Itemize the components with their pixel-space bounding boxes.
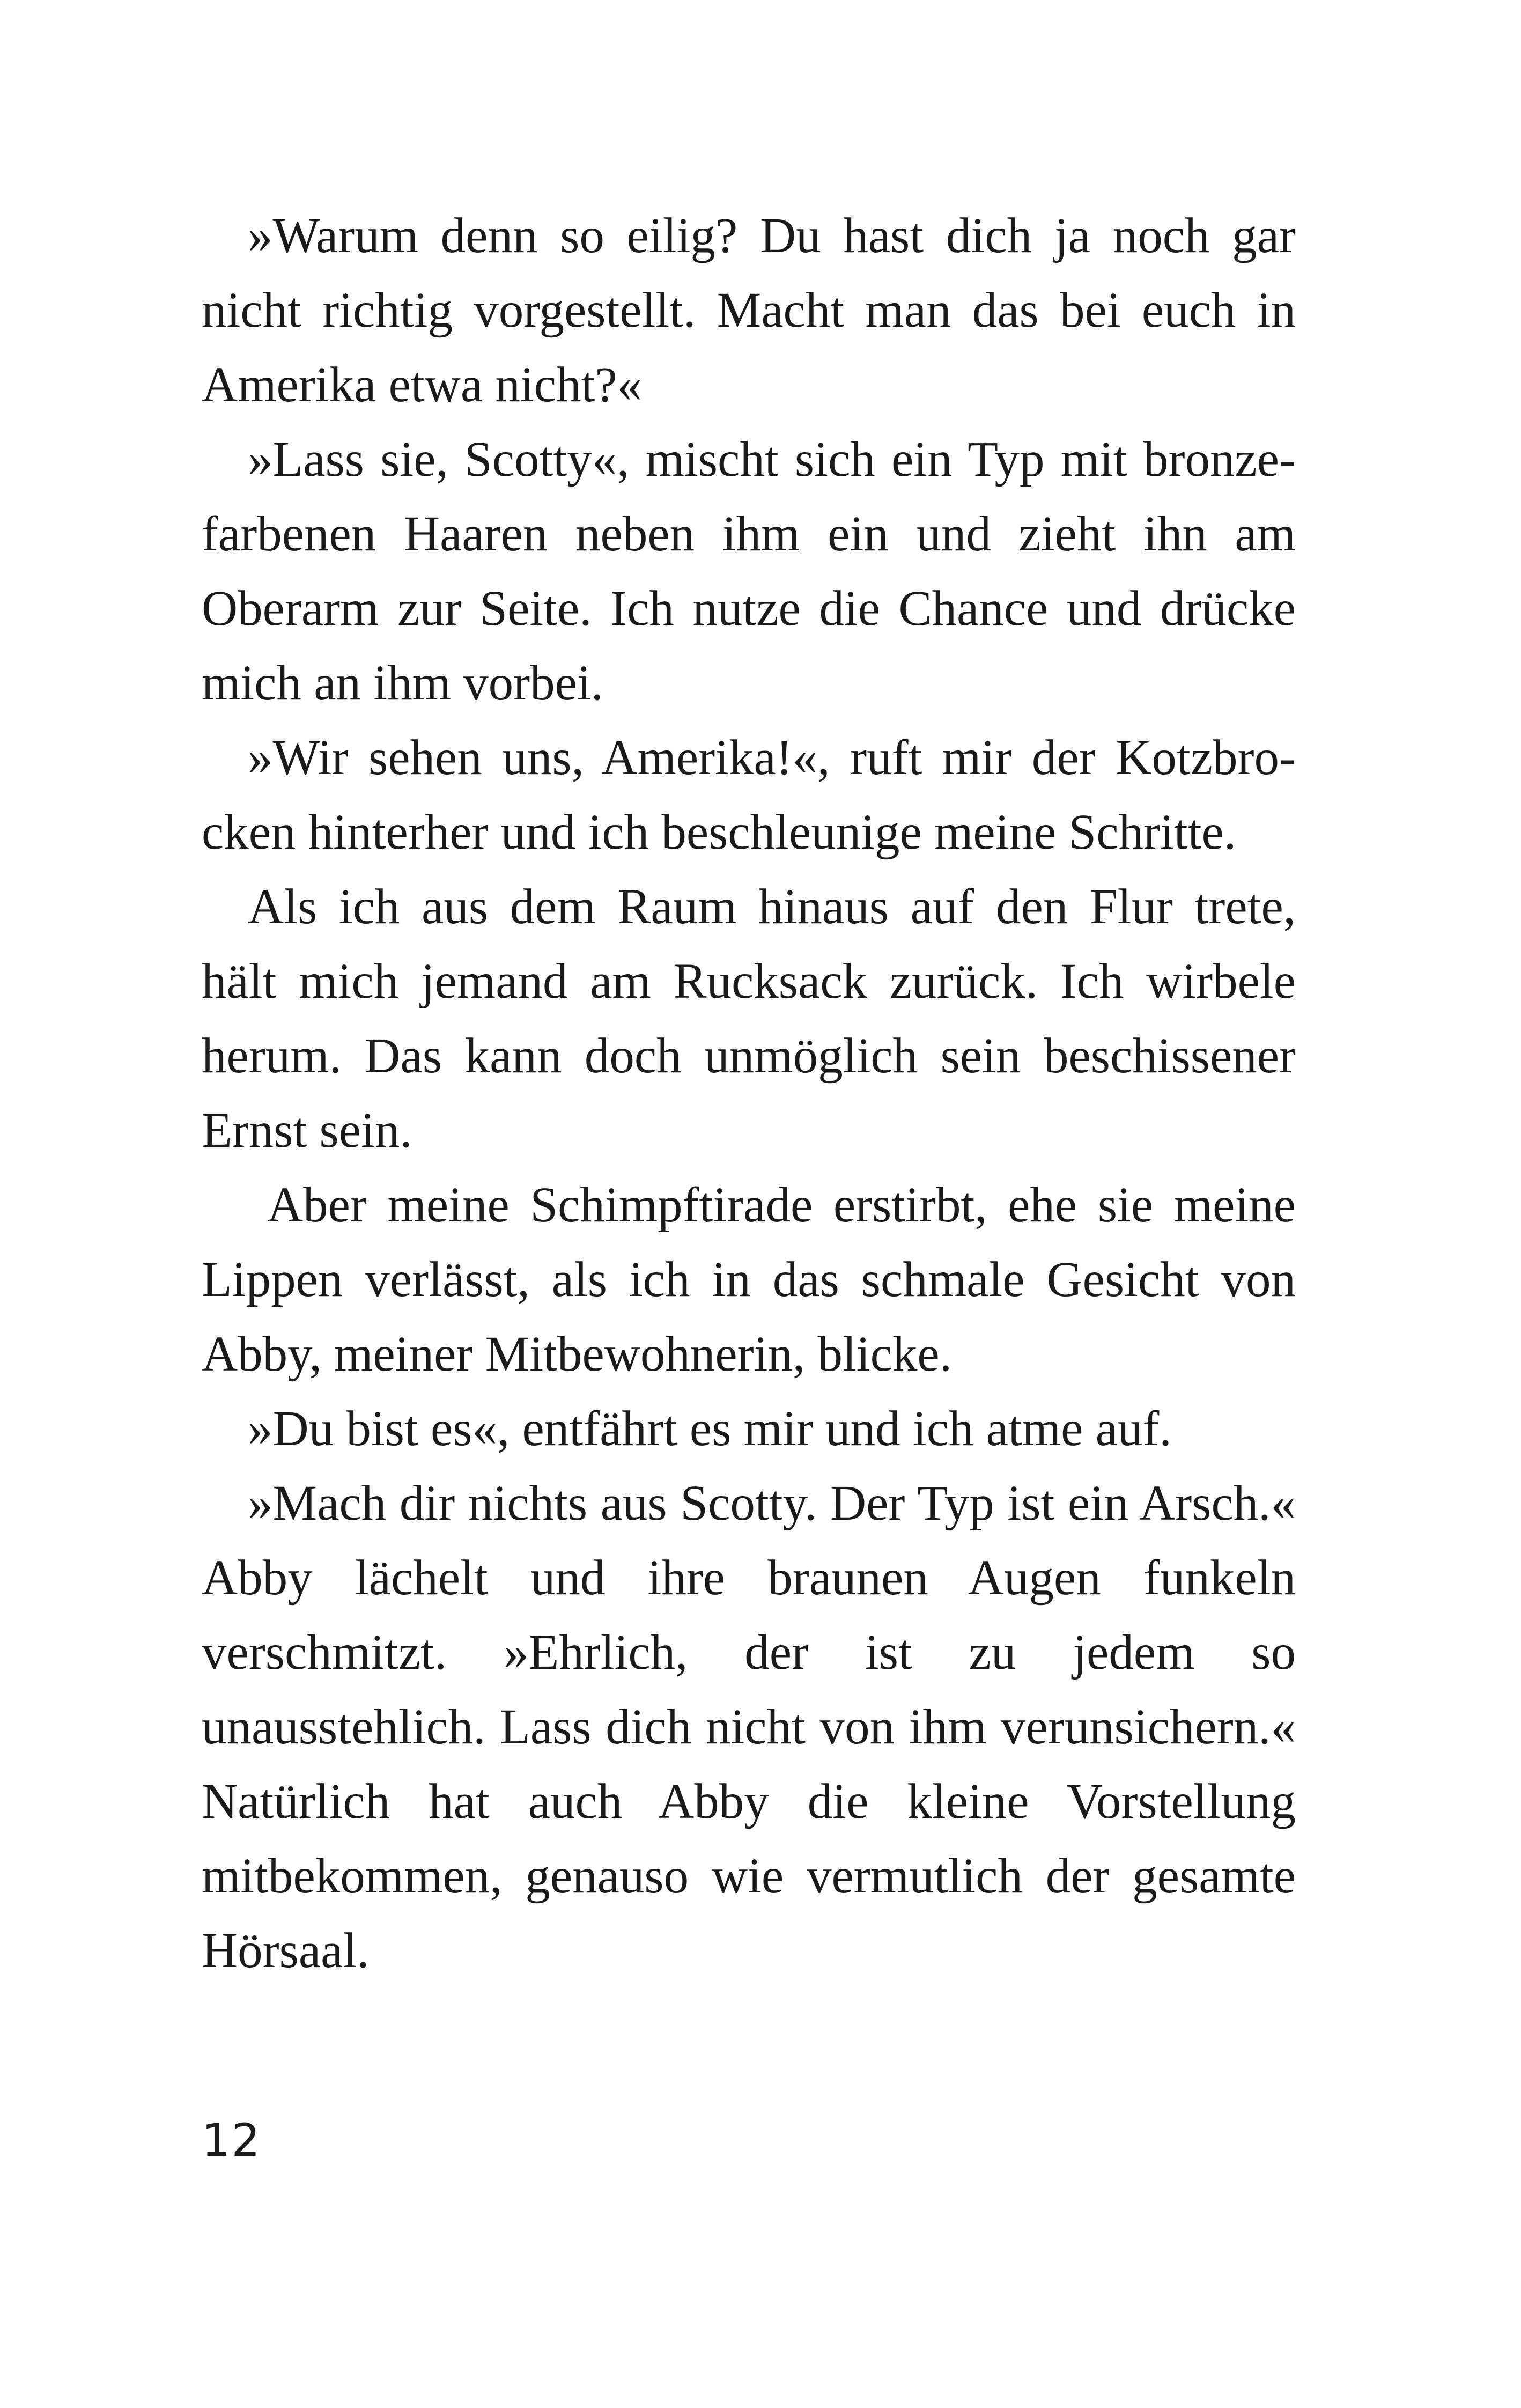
page-number: 12 xyxy=(202,2114,261,2167)
paragraph-4: Als ich aus dem Raum hinaus auf den Flur trete, hält mich jemand am Rucksack zurück. Ich wirbele herum. Das kann doch unmöglich sein beschissener Ernst sein. xyxy=(202,879,1296,1158)
body-text xyxy=(202,198,1296,1988)
paragraph-5: Aber meine Schimpftirade erstirbt, ehe sie meine Lippen verlässt, als ich in das schmale Gesicht von Abby, meiner Mitbewohnerin, blicke. xyxy=(202,1177,1296,1382)
paragraph-3: »Wir sehen uns, Amerika!«, ruft mir der Kotzbrocken hinterher und ich beschleunige meine Schritte. xyxy=(202,730,1296,860)
paragraph-7: »Mach dir nichts aus Scotty. Der Typ ist ein Arsch.« Abby lächelt und ihre braunen Augen funkeln verschmitzt. »Ehrlich, der ist zu jedem so unausstehlich. Lass dich nicht von ihm verunsichern.« Natürlich hat auch Abby die kleine Vorstellung mitbekommen, genauso wie vermutlich der gesamte Hörsaal. xyxy=(202,1476,1296,1978)
paragraph-1: »Warum denn so eilig? Du hast dich ja noch gar nicht richtig vorgestellt. Macht man das bei euch in Amerika etwa nicht?« xyxy=(202,208,1296,413)
paragraph-2: »Lass sie, Scotty«, mischt sich ein Typ mit bronzefarbenen Haaren neben ihm ein und zieht ihn am Oberarm zur Seite. Ich nutze die Chance und drücke mich an ihm vorbei. xyxy=(202,432,1296,711)
paragraph-6: »Du bist es«, entfährt es mir und ich atme auf. xyxy=(248,1401,1172,1456)
